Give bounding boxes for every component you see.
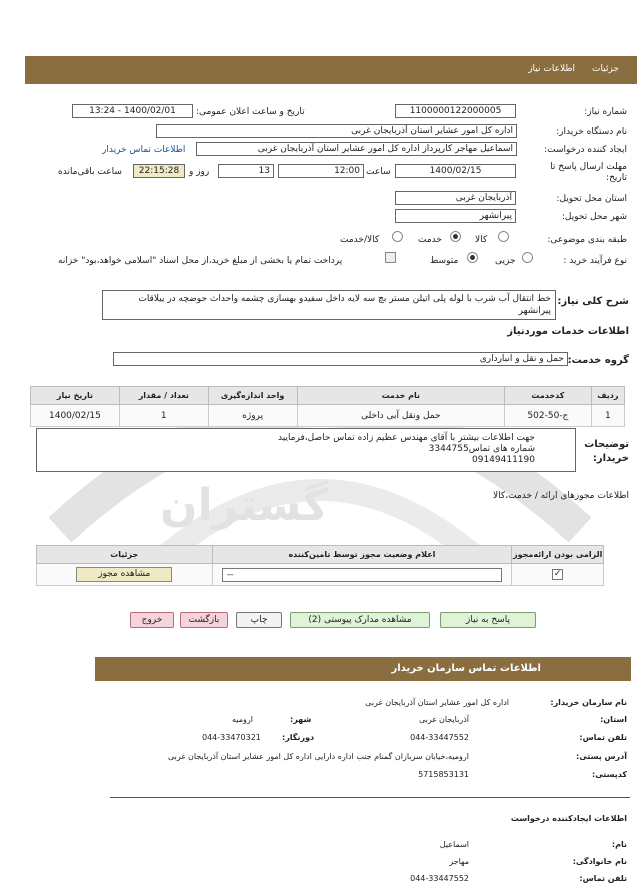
buyer-notes-box <box>36 428 576 472</box>
buyer-notes-line3: 09149411190 <box>472 455 535 465</box>
cell-unit: پروژه <box>208 405 297 427</box>
category-service-radio[interactable] <box>450 231 461 242</box>
col-need-date: تاریخ نیاز <box>31 387 120 405</box>
category-goods-service-radio[interactable] <box>392 231 403 242</box>
process-medium-label: متوسط <box>430 256 459 266</box>
service-group-field: حمل و نقل و انبارداری <box>113 352 568 366</box>
col-row: ردیف <box>591 387 624 405</box>
category-goods-label: کالا <box>475 235 488 245</box>
service-group-label: گروه خدمت: <box>567 355 629 366</box>
contact-section-title: اطلاعات تماس سازمان خریدار <box>391 663 541 674</box>
need-number-field: 1100000122000005 <box>395 104 516 118</box>
need-number-label: شماره نیاز: <box>584 107 627 117</box>
contact-phone-label: تلفن تماس: <box>579 733 627 742</box>
deadline-date-field: 1400/02/15 <box>395 164 516 178</box>
contact-fax-label: دورنگار: <box>282 733 315 742</box>
checkmark-icon[interactable]: ✓ <box>553 569 562 579</box>
cell-row: 1 <box>591 405 624 427</box>
requester-name-label: نام: <box>611 840 627 849</box>
table-row <box>31 405 625 427</box>
permit-details-cell <box>37 564 213 586</box>
city-field: پیرانشهر <box>395 209 516 223</box>
permits-table-header <box>37 546 604 564</box>
attachments-button[interactable]: مشاهده مدارک پیوستی (2) <box>290 612 430 628</box>
deadline-time-label: ساعت <box>366 167 391 177</box>
days-field: 13 <box>218 164 274 178</box>
category-goods-service-label: کالا/خدمت <box>340 235 380 245</box>
process-partial-label: جزیی <box>495 256 516 266</box>
view-permit-button[interactable]: مشاهده مجوز <box>76 567 172 582</box>
buyer-notes-line2: شماره های تماس3344755 <box>428 444 535 454</box>
contact-postal-label: کدپستی: <box>592 770 627 779</box>
cell-service-name: حمل ونقل آبی داخلی <box>297 405 505 427</box>
watermark-text: گستران <box>160 480 329 531</box>
description-box: خط انتقال آب شرب با لوله پلی اتیلن مستر بچ سه لایه داخل سفیدو بهسازی چشمه واحداث حوضچه در ییلاقات پیرانشهر <box>102 290 556 320</box>
reply-button[interactable]: پاسخ به نیاز <box>440 612 536 628</box>
permit-status-field[interactable]: -- <box>222 568 502 582</box>
services-table-header <box>31 387 625 405</box>
category-label: طبقه بندی موضوعی: <box>547 235 627 245</box>
buyer-org-field: اداره کل امور عشایر استان آذربایجان غربی <box>156 124 517 138</box>
contact-city-label: شهر: <box>290 715 312 724</box>
buyer-notes-label: توضیحات خریدار: <box>584 439 629 464</box>
description-label: شرح کلی نیاز: <box>557 296 629 307</box>
requester-family-label: نام خانوادگی: <box>572 857 627 866</box>
buyer-contact-link[interactable]: اطلاعات تماس خریدار <box>102 145 186 155</box>
process-partial-radio[interactable] <box>522 252 533 263</box>
process-type-label: نوع فرآیند خرید : <box>563 256 627 266</box>
requester-family-value: مهاجر <box>449 857 469 866</box>
contact-postal-value: 5715853131 <box>418 770 469 779</box>
col-service-code: کدخدمت <box>505 387 592 405</box>
contact-province-value: آذربایجان غربی <box>418 715 469 724</box>
services-table <box>30 386 625 427</box>
deadline-time-field: 12:00 <box>278 164 364 178</box>
col-unit: واحد اندازه‌گیری <box>208 387 297 405</box>
col-permit-required: الزامی بودن ارائه‌مجوز <box>512 546 604 564</box>
requester-section-title: اطلاعات ایجادکننده درخواست <box>510 814 627 823</box>
remaining-time-field: 22:15:28 <box>133 164 185 178</box>
requester-name-value: اسماعیل <box>439 840 469 849</box>
permit-required-cell <box>512 564 604 586</box>
contact-province-label: استان: <box>600 715 627 724</box>
contact-address-label: آدرس پستی: <box>576 752 627 761</box>
top-header-bar <box>25 56 637 84</box>
days-label: روز و <box>189 167 210 177</box>
cell-need-date: 1400/02/15 <box>31 405 120 427</box>
process-medium-radio[interactable] <box>467 252 478 263</box>
cell-service-code: ج-50-502 <box>505 405 592 427</box>
col-service-name: نام خدمت <box>297 387 505 405</box>
print-button[interactable]: چاپ <box>236 612 282 628</box>
contact-city-value: ارومیه <box>232 715 253 724</box>
contact-phone-value: 044-33447552 <box>410 733 469 742</box>
org-name-label: نام سازمان خریدار: <box>550 698 627 707</box>
tab-details[interactable]: جزئیات <box>592 64 619 74</box>
payment-checkbox[interactable] <box>385 252 396 263</box>
permit-status-cell <box>212 564 512 586</box>
col-permit-status: اعلام وضعیت مجوز توسط تامین‌کننده <box>212 546 512 564</box>
province-field: آذربایجان غربی <box>395 191 516 205</box>
exit-button[interactable]: خروج <box>130 612 174 628</box>
contact-address-value: ارومیه،خیابان سربازان گمنام جنب اداره دارایی اداره کل امور عشایر استان آذربایجان غربی <box>168 752 469 761</box>
contact-fax-value: 044-33470321 <box>202 733 261 742</box>
category-service-label: خدمت <box>418 235 442 245</box>
buyer-notes-line1: جهت اطلاعات بیشتر با آقای مهندس عظیم زاده تماس حاصل،فرمایید <box>278 433 535 443</box>
requester-phone-label: تلفن تماس: <box>579 874 627 883</box>
announce-date-label: تاریخ و ساعت اعلان عمومی: <box>196 107 305 117</box>
contact-section-header <box>95 657 631 681</box>
table-row <box>37 564 604 586</box>
city-label: شهر محل تحویل: <box>561 212 627 222</box>
back-button[interactable]: بازگشت <box>180 612 228 628</box>
col-quantity: تعداد / مقدار <box>119 387 208 405</box>
col-permit-details: جزئیات <box>37 546 213 564</box>
remaining-time-label: ساعت باقی‌مانده <box>58 167 122 177</box>
tab-need-info[interactable]: اطلاعات نیاز <box>528 64 575 74</box>
divider <box>110 797 630 798</box>
announce-date-field: 1400/02/01 - 13:24 <box>72 104 193 118</box>
permits-table <box>36 545 604 586</box>
services-title: اطلاعات خدمات موردنیاز <box>507 326 629 337</box>
category-goods-radio[interactable] <box>498 231 509 242</box>
cell-quantity: 1 <box>119 405 208 427</box>
payment-note: پرداخت تمام یا بخشی از مبلغ خرید،از محل اسناد "اسلامی خواهد،بود" خزانه <box>58 256 343 266</box>
deadline-label: مهلت ارسال پاسخ تا تاریخ: <box>550 162 627 183</box>
buyer-org-label: نام دستگاه خریدار: <box>556 127 627 137</box>
requester-field: اسماعیل مهاجر کارپرداز اداره کل امور عشایر استان آذربایجان غربی <box>196 142 517 156</box>
org-name-value: اداره کل امور عشایر استان آذربایجان غربی <box>365 698 509 707</box>
province-label: استان محل تحویل: <box>556 194 627 204</box>
permits-title: اطلاعات مجوزهای ارائه / خدمت،کالا <box>493 491 629 501</box>
requester-phone-value: 044-33447552 <box>410 874 469 883</box>
requester-label: ایجاد کننده درخواست: <box>544 145 627 155</box>
